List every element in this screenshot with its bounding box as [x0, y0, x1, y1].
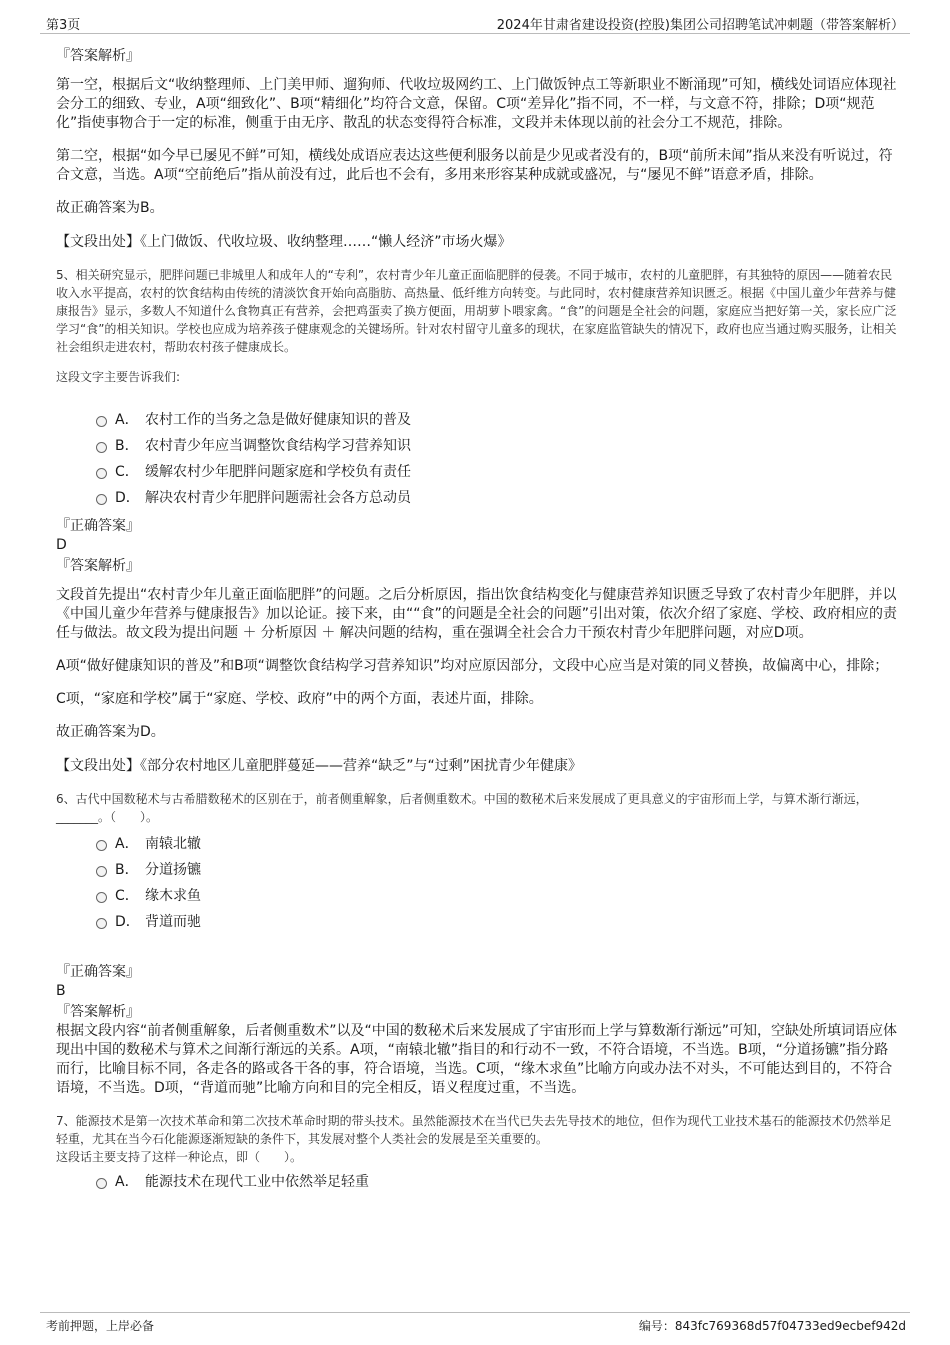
q5-question: 5、相关研究显示，肥胖问题已非城里人和成年人的“专利”，农村青少年儿童正面临肥胖的侵袭。不同于城市，农村的儿童肥胖，有其独特的原因——随着农民收入水平提高，农村的饮食结构由传统的清淡饮食开始向高脂肪、高热量、低纤维方向转变。与此同时，农村健康营养知识匮乏。根据《中国儿童少年营养与健康报告》显示，多数人不知道什么食物真正有营养，会把鸡蛋卖了换方便面，用胡萝卜喂家禽。“食”的问题是全社会的问题，家庭应当把好第一关，家长应广泛学习“食”的相关知识。学校也应成为培养孩子健康观念的关键场所。针对农村留守儿童多的现状，在家庭监管缺失的情况下，政府也应当通过购买服务，让相关社会组织走进农村，帮助农村孩子健康成长。	[56, 268, 897, 354]
q6-answer: B	[56, 983, 66, 999]
q6-option-c[interactable]: C． 缘木求鱼	[96, 882, 902, 908]
q6-option-b[interactable]: B． 分道扬镳	[96, 856, 902, 882]
analysis-label: 『答案解析』	[56, 1004, 140, 1020]
q4-source: 【文段出处】《上门做饭、代收垃圾、收纳整理……“懒人经济”市场火爆》	[56, 234, 512, 250]
q4-analysis-para-1: 第一空，根据后文“收纳整理师、上门美甲师、遛狗师、代收垃圾网约工、上门做饭钟点工等新职业不断涌现”可知，横线处词语应体现社会分工的细致、专业，A项“细致化”、B项“精细化”均符合文意，保留。C项“差异化”指不同，不一样，与文意不符，排除；D项“规范化”指使事物合于一定的标准，侧重于由无序、散乱的状态变得符合标准，文段并未体现以前的社会分工不规范，排除。	[56, 77, 897, 131]
document-body	[40, 46, 902, 1208]
q5-conclusion: 故正确答案为D。	[56, 724, 165, 740]
page-number: 第3页	[46, 18, 81, 33]
q5-analysis-para-2: A项“做好健康知识的普及”和B项“调整饮食结构学习营养知识”均对应原因部分，文段中心应当是对策的同义替换，故偏离中心，排除；	[56, 658, 889, 674]
correct-answer-label: 『正确答案』	[56, 964, 140, 980]
page-header	[40, 10, 910, 34]
q5-option-b[interactable]: B． 农村青少年应当调整饮食结构学习营养知识	[96, 432, 902, 458]
radio-icon[interactable]	[96, 840, 107, 851]
radio-icon[interactable]	[96, 494, 107, 505]
analysis-label: 『答案解析』	[56, 48, 140, 64]
q5-analysis-para-3: C项，“家庭和学校”属于“家庭、学校、政府”中的两个方面，表述片面，排除。	[56, 691, 543, 707]
q5-source: 【文段出处】《部分农村地区儿童肥胖蔓延——营养“缺乏”与“过剩”困扰青少年健康》	[56, 758, 583, 774]
radio-icon[interactable]	[96, 416, 107, 427]
q5-answer: D	[56, 537, 67, 553]
q6-option-d[interactable]: D． 背道而驰	[96, 908, 902, 934]
footer-slogan: 考前押题，上岸必备	[46, 1319, 155, 1333]
q6-options	[40, 830, 902, 934]
document-id: 编号：843fc769368d57f04733ed9ecbef942d	[638, 1319, 906, 1333]
q6-question: 6、古代中国数秘术与古希腊数秘术的区别在于，前者侧重解象，后者侧重数术。中国的数秘术后来发展成了更具意义的宇宙形而上学，与算术渐行渐远，_______。（ ）。	[56, 792, 868, 824]
q5-prompt: 这段文字主要告诉我们:	[56, 370, 181, 384]
radio-icon[interactable]	[96, 442, 107, 453]
page-footer	[40, 1312, 910, 1336]
radio-icon[interactable]	[96, 1178, 107, 1189]
q4-conclusion: 故正确答案为B。	[56, 200, 164, 216]
radio-icon[interactable]	[96, 892, 107, 903]
radio-icon[interactable]	[96, 918, 107, 929]
q7-question: 7、能源技术是第一次技术革命和第二次技术革命时期的带头技术。虽然能源技术在当代已失去先导技术的地位，但作为现代工业技术基石的能源技术仍然举足轻重，尤其在当今石化能源逐渐短缺的条件下，其发展对整个人类社会的发展是至关重要的。	[56, 1114, 892, 1146]
correct-answer-label: 『正确答案』	[56, 518, 140, 534]
radio-icon[interactable]	[96, 468, 107, 479]
q7-option-a[interactable]: A． 能源技术在现代工业中依然举足轻重	[96, 1168, 902, 1194]
q7-options	[40, 1168, 902, 1194]
q5-option-c[interactable]: C． 缓解农村少年肥胖问题家庭和学校负有责任	[96, 458, 902, 484]
q5-option-d[interactable]: D． 解决农村青少年肥胖问题需社会各方总动员	[96, 484, 902, 510]
q5-analysis-para-1: 文段首先提出“农村青少年儿童正面临肥胖”的问题。之后分析原因，指出饮食结构变化与健康营养知识匮乏导致了农村青少年肥胖，并以《中国儿童少年营养与健康报告》加以论证。接下来，由““食”的问题是全社会的问题”引出对策，依次介绍了家庭、学校、政府相应的责任与做法。故文段为提出问题 ＋ 分析原因 ＋ 解决问题的结构，重在强调全社会合力干预农村青少年肥胖问题，对应D项。	[56, 587, 898, 641]
q6-analysis: 根据文段内容“前者侧重解象，后者侧重数术”以及“中国的数秘术后来发展成了宇宙形而上学与算数渐行渐远”可知，空缺处所填词语应体现出中国的数秘术与算术之间渐行渐远的关系。A项，“南辕北辙”指目的和行动不一致，不符合语境，不当选。B项，“分道扬镳”指分路而行，比喻目标不同，各走各的路或各干各的事，符合语境，当选。C项，“缘木求鱼”比喻方向或办法不对头，不可能达到目的，不符合语境，不当选。D项，“背道而驰”比喻方向和目的完全相反，语义程度过重，不当选。	[56, 1023, 898, 1096]
analysis-label: 『答案解析』	[56, 558, 140, 574]
document-title: 2024年甘肃省建设投资(控股)集团公司招聘笔试冲刺题（带答案解析）	[496, 18, 904, 33]
q7-prompt: 这段话主要支持了这样一种论点，即（ ）。	[56, 1150, 303, 1164]
q5-options	[40, 406, 902, 510]
radio-icon[interactable]	[96, 866, 107, 877]
q5-option-a[interactable]: A． 农村工作的当务之急是做好健康知识的普及	[96, 406, 902, 432]
q6-option-a[interactable]: A． 南辕北辙	[96, 830, 902, 856]
q4-analysis-para-2: 第二空，根据“如今早已屡见不鲜”可知，横线处成语应表达这些便利服务以前是少见或者没有的，B项“前所未闻”指从来没有听说过，符合文意，当选。A项“空前绝后”指从前没有过，此后也不会有，多用来形容某种成就或盛况，与“屡见不鲜”语意矛盾，排除。	[56, 148, 893, 183]
